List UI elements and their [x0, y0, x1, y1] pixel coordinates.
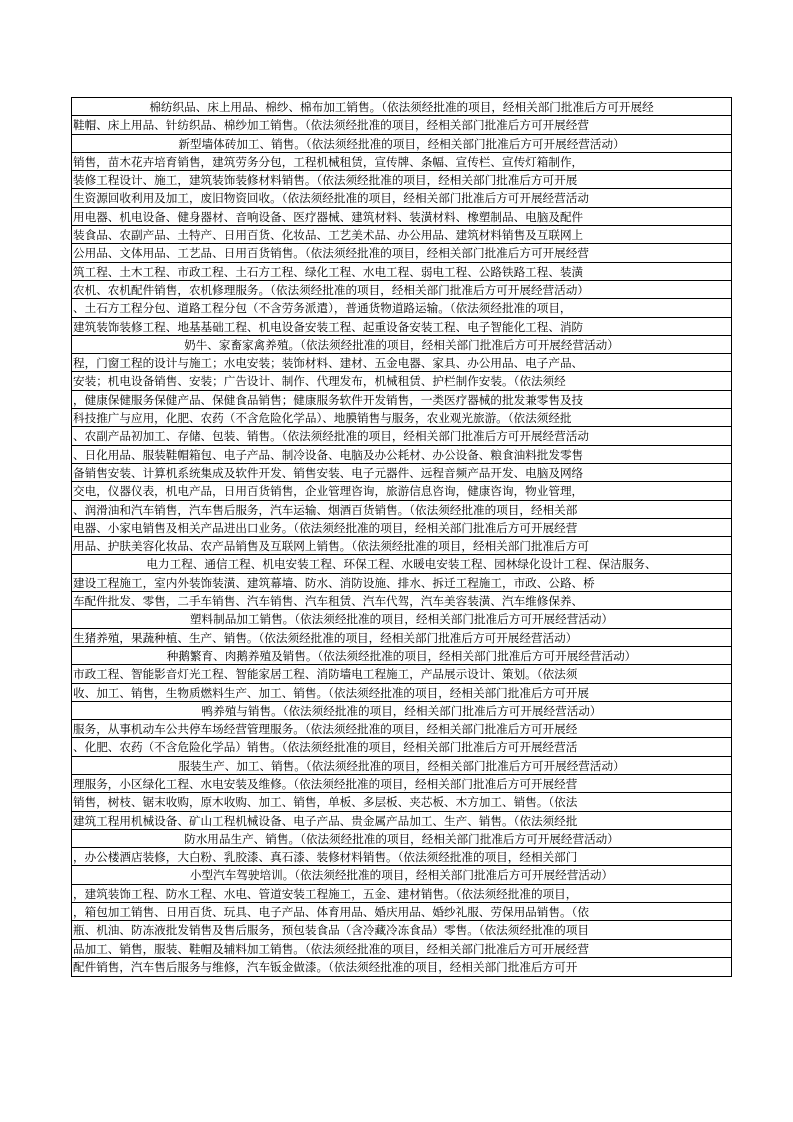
- table-row: 装修工程设计、施工，建筑装饰装修材料销售。（依法须经批准的项目，经相关部门批准后方可开展: [72, 171, 731, 189]
- table-row: 车配件批发、零售，二手车销售、汽车销售、汽车租赁、汽车代驾，汽车美容装潢、汽车维修保养、: [72, 592, 731, 610]
- table-row: ，办公楼酒店装修，大白粉、乳胶漆、真石漆、装修材料销售。（依法须经批准的项目，经相关部门: [72, 848, 731, 866]
- table-row: 配件销售，汽车售后服务与维修，汽车钣金做漆。（依法须经批准的项目，经相关部门批准后方可开: [73, 959, 578, 974]
- table-row: 电器、小家电销售及相关产品进出口业务。（依法须经批准的项目，经相关部门批准后方可开展经营: [72, 519, 731, 537]
- table-row: 安装；机电设备销售、安装；广告设计、制作、代理发布，机械租赁、护栏制作安装。（依法须经: [72, 372, 731, 390]
- table-row: ，建筑装饰工程、防水工程、水电、管道安装工程施工，五金、建材销售。（依法须经批准的项目，: [72, 885, 731, 903]
- business-scope-table: [71, 97, 732, 977]
- table-row: 农机、农机配件销售，农机修理服务。（依法须经批准的项目，经相关部门批准后方可开展经营活动）: [72, 281, 731, 299]
- table-row: 种鹅繁育、肉鹅养殖及销售。（依法须经批准的项目，经相关部门批准后方可开展经营活动）: [72, 647, 731, 665]
- table-row: 、日化用品、服装鞋帽箱包、电子产品、制冷设备、电脑及办公耗材、办公设备、粮食油料批发零售: [72, 446, 731, 464]
- table-row: 市政工程、智能影音灯光工程、智能家居工程、消防墙电工程施工，产品展示设计、策划。（依法须: [72, 665, 731, 683]
- table-row: 科技推广与应用，化肥、农药（不含危险化学品）、地膜销售与服务，农业观光旅游。（依法须经批: [72, 409, 731, 427]
- table-row: ，健康保健服务保健产品、保健食品销售；健康服务软件开发销售，一类医疗器械的批发兼零售及技: [72, 391, 731, 409]
- table-row: 生猪养殖，果蔬种植、生产、销售。（依法须经批准的项目，经相关部门批准后方可开展经营活动）: [72, 629, 731, 647]
- table-row: 服务，从事机动车公共停车场经营管理服务。（依法须经批准的项目，经相关部门批准后方可开展经: [72, 720, 731, 738]
- table-row: 塑料制品加工销售。（依法须经批准的项目，经相关部门批准后方可开展经营活动）: [72, 610, 731, 628]
- table-row: 销售，树枝、锯末收购，原木收购、加工、销售，单板、多层板、夹芯板、木方加工、销售。（依法: [72, 793, 731, 811]
- table-row: 小型汽车驾驶培训。（依法须经批准的项目，经相关部门批准后方可开展经营活动）: [72, 866, 731, 884]
- table-row: ，箱包加工销售、日用百货、玩具、电子产品、体育用品、婚庆用品、婚纱礼服、劳保用品销售。（依: [72, 903, 731, 921]
- table-row: 公用品、文体用品、工艺品、日用百货销售。（依法须经批准的项目，经相关部门批准后方可开展经营: [72, 244, 731, 262]
- table-row: 建筑装饰装修工程、地基基础工程、机电设备安装工程、起重设备安装工程、电子智能化工程、消防: [72, 318, 731, 336]
- table-row: 新型墙体砖加工、销售。（依法须经批准的项目，经相关部门批准后方可开展经营活动）: [72, 135, 731, 153]
- table-row: 收、加工、销售，生物质燃料生产、加工、销售。（依法须经批准的项目，经相关部门批准后方可开展: [72, 684, 731, 702]
- table-row: 装食品、农副产品、土特产、日用百货、化妆品、工艺美术品、办公用品、建筑材料销售及互联网上: [72, 226, 731, 244]
- table-row: 交电，仪器仪表，机电产品，日用百货销售，企业管理咨询，旅游信息咨询，健康咨询，物业管理，: [72, 482, 731, 500]
- table-row: 筑工程、土木工程、市政工程、土石方工程、绿化工程、水电工程、弱电工程、公路铁路工程、装潢: [72, 263, 731, 281]
- table-row: 销售，苗木花卉培育销售，建筑劳务分包，工程机械租赁，宣传牌、条幅、宣传栏、宣传灯箱制作，: [72, 153, 731, 171]
- table-row: 用品、护肤美容化妆品、农产品销售及互联网上销售。（依法须经批准的项目，经相关部门批准后方可: [72, 537, 731, 555]
- table-row: 服装生产、加工、销售。（依法须经批准的项目，经相关部门批准后方可开展经营活动）: [72, 757, 731, 775]
- table-row: 奶牛、家畜家禽养殖。（依法须经批准的项目，经相关部门批准后方可开展经营活动）: [72, 336, 731, 354]
- table-row: 鸭养殖与销售。（依法须经批准的项目，经相关部门批准后方可开展经营活动）: [72, 702, 731, 720]
- table-row: 瓶、机油、防冻液批发销售及售后服务，预包装食品（含冷藏冷冻食品）零售。（依法须经批准的项目: [72, 921, 731, 939]
- table-row: 鞋帽、床上用品、针纺织品、棉纱加工销售。（依法须经批准的项目，经相关部门批准后方可开展经营: [72, 116, 731, 134]
- table-row: 棉纺织品、床上用品、棉纱、棉布加工销售。（依法须经批准的项目，经相关部门批准后方可开展经: [72, 98, 731, 116]
- table-row: 建设工程施工，室内外装饰装潢、建筑幕墙、防水、消防设施、排水、拆迁工程施工，市政、公路、桥: [72, 574, 731, 592]
- table-row: 、土石方工程分包、道路工程分包（不含劳务派遣），普通货物道路运输。（依法须经批准的项目，: [72, 299, 731, 317]
- table-row: 建筑工程用机械设备、矿山工程机械设备、电子产品、贵金属产品加工、生产、销售。（依法须经批: [72, 812, 731, 830]
- table-row: 程，门窗工程的设计与施工；水电安装；装饰材料、建材、五金电器、家具、办公用品、电子产品、: [72, 354, 731, 372]
- table-row: 、润滑油和汽车销售，汽车售后服务，汽车运输、烟酒百货销售。（依法须经批准的项目，经相关部: [72, 501, 731, 519]
- table-row: 、化肥、农药（不含危险化学品）销售。（依法须经批准的项目，经相关部门批准后方可开展经营活: [72, 738, 731, 756]
- table-row: 品加工、销售，服装、鞋帽及辅料加工销售。（依法须经批准的项目，经相关部门批准后方可开展经营: [72, 940, 731, 958]
- table-row: 理服务，小区绿化工程、水电安装及维修。（依法须经批准的项目，经相关部门批准后方可开展经营: [72, 775, 731, 793]
- table-row: 备销售安装、计算机系统集成及软件开发、销售安装、电子元器件、远程音频产品开发、电脑及网络: [72, 464, 731, 482]
- table-row: 电力工程、通信工程、机电安装工程、环保工程、水暖电安装工程、园林绿化设计工程、保洁服务、: [72, 555, 731, 573]
- table-row: 、农副产品初加工、存储、包装、销售。（依法须经批准的项目，经相关部门批准后方可开展经营活动: [72, 427, 731, 445]
- table-row: 用电器、机电设备、健身器材、音响设备、医疗器械、建筑材料、装潢材料、橡塑制品、电脑及配件: [72, 208, 731, 226]
- table-row: 生资源回收利用及加工，废旧物资回收。（依法须经批准的项目，经相关部门批准后方可开展经营活动: [72, 189, 731, 207]
- table-row: 防水用品生产、销售。（依法须经批准的项目，经相关部门批准后方可开展经营活动）: [72, 830, 731, 848]
